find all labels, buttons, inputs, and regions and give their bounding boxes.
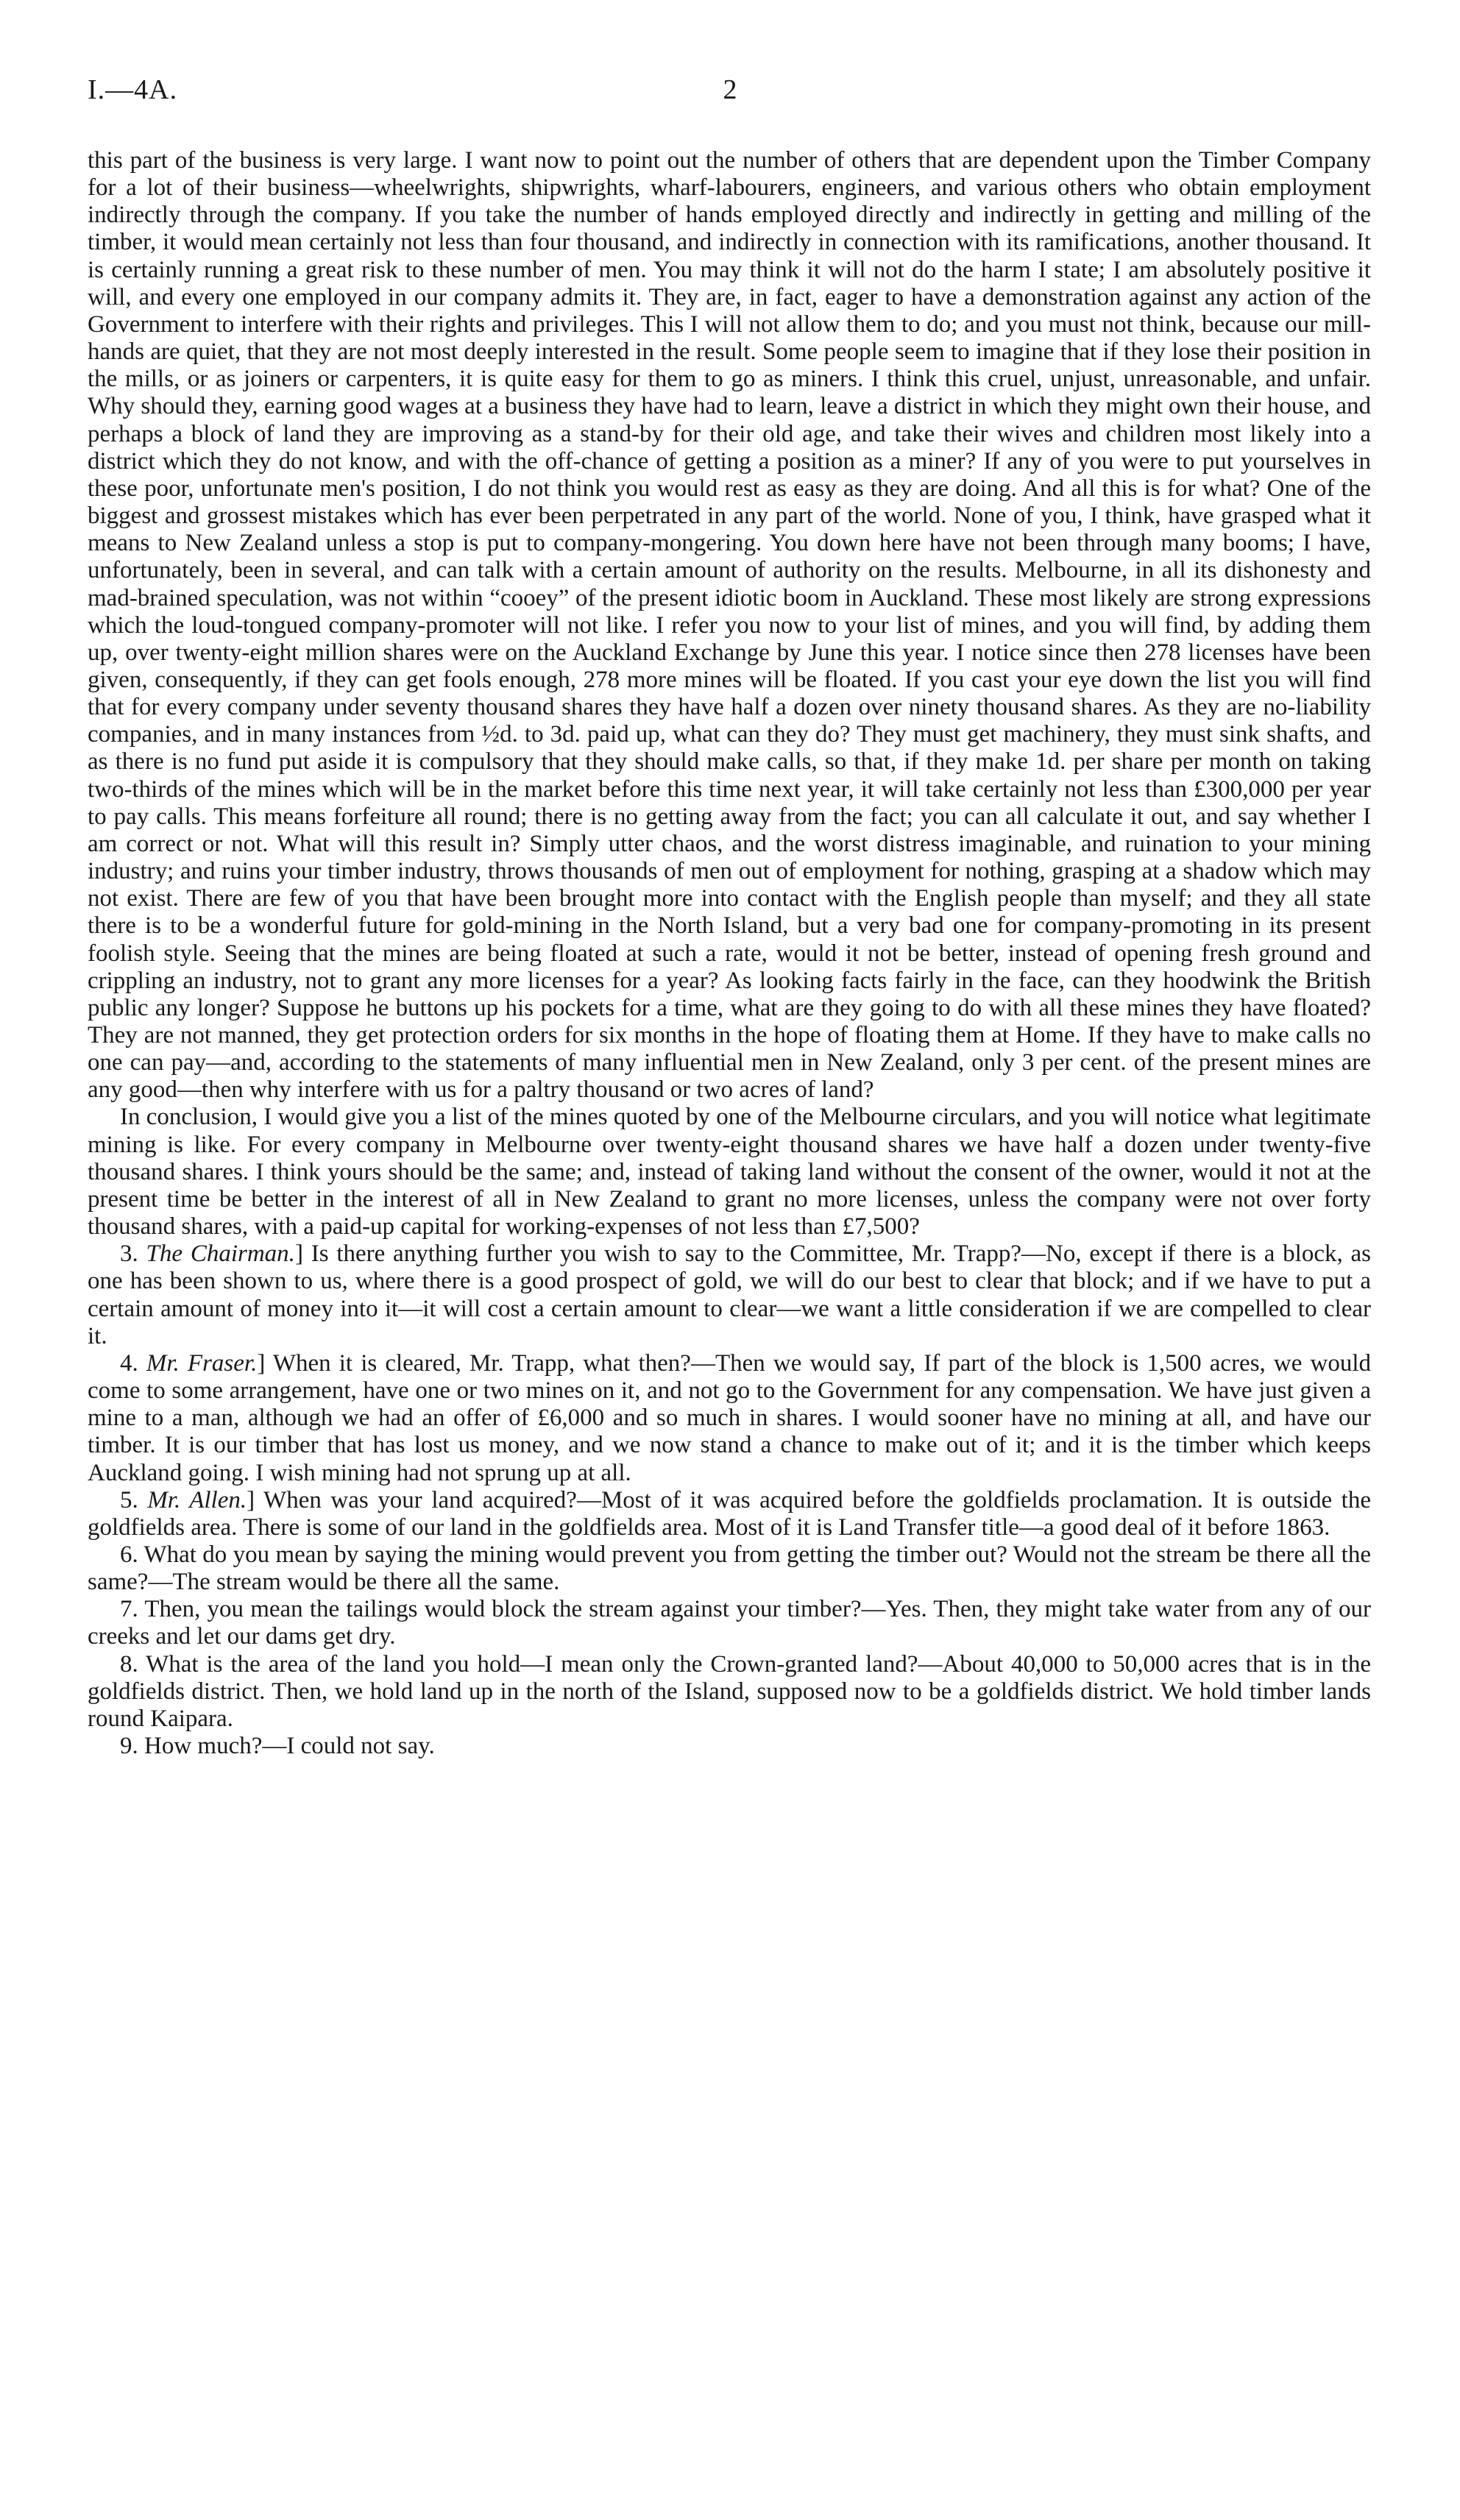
question-text: How much?—I could not say.: [144, 1733, 435, 1760]
question-text: ] When it is cleared, Mr. Trapp, what then?—Then we would say, If part of the block is 1,500 acres, we would come to some arrangement, have one or two mines on it, and not go to the Government for any compensation. We have just given a mine to a man, although we had an offer of £6,000 and so much in shares. I would sooner have no mining at all, and have our timber. It is our timber that has lost us money, and we now stand a chance to make out of it; and it is the timber which keeps Auckland going. I wish mining had not sprung up at all.: [88, 1349, 1372, 1486]
page-header: [88, 74, 1372, 118]
body-text: [88, 147, 1371, 1760]
speaker-name: Mr. Allen.: [147, 1486, 247, 1513]
question-number: 7.: [120, 1596, 138, 1623]
question-text: What is the area of the land you hold—I mean only the Crown-granted land?—About 40,000 to 50,000 acres that is in the goldfields district. Then, we hold land up in the north of the Island, supposed now to be a goldfields district. We hold timber lands round Kaipara.: [88, 1650, 1371, 1732]
speaker-name: The Chairman.: [146, 1241, 295, 1268]
question-text: ] Is there anything further you wish to say to the Committee, Mr. Trapp?—No, except if there is a block, as one has been shown to us, where there is a good prospect of gold, we will do our best to clear that block; and if we have to put a certain amount of money into it—it will cost a certain amount to clear—we want a little consideration if we are compelled to clear it.: [88, 1241, 1371, 1349]
speaker-name: Mr. Fraser.: [146, 1349, 258, 1377]
question-text: Then, you mean the tailings would block the stream against your timber?—Yes. Then, they might take water from any of our creeks and let our dams get dry.: [88, 1596, 1372, 1650]
question-9: [88, 1733, 1371, 1760]
paragraph-conclusion: [88, 1104, 1371, 1241]
question-number: 8.: [120, 1650, 138, 1678]
paragraph-text: In conclusion, I would give you a list of the mines quoted by one of the Melbourne circulars, and you will notice what legitimate mining is like. For every company in Melbourne over twenty-eight thousand shares we have half a dozen under twenty-five thousand shares. I think yours should be the same; and, instead of taking land without the consent of the owner, would it not at the present time be better in the interest of all in New Zealand to grant no more licenses, unless the company were not over forty thousand shares, with a paid-up capital for working-expenses of not less than £7,500?: [88, 1104, 1372, 1241]
question-text: What do you mean by saying the mining would prevent you from getting the timber out? Would not the stream be there all the same?—The stream would be there all the same.: [88, 1541, 1371, 1596]
question-number: 6.: [120, 1541, 138, 1568]
question-8: [88, 1651, 1371, 1733]
question-text: ] When was your land acquired?—Most of it was acquired before the goldfields proclamation. It is outside the goldfields area. There is some of our land in the goldfields area. Most of it is Land Transfer title—a good deal of it before 1863.: [88, 1486, 1371, 1541]
question-number: 4.: [120, 1349, 138, 1377]
question-3: [88, 1241, 1371, 1350]
question-number: 5.: [120, 1486, 138, 1513]
paragraph-continuation: [88, 147, 1371, 1104]
question-4: [88, 1350, 1371, 1487]
question-number: 9.: [120, 1733, 138, 1760]
page-number: 2: [723, 74, 737, 105]
question-number: 3.: [120, 1241, 138, 1268]
question-5: [88, 1487, 1371, 1541]
document-reference: I.—4A.: [88, 74, 178, 105]
paragraph-text: this part of the business is very large. I want now to point out the number of others that are dependent upon the Timber Company for a lot of their business—wheelwrights, shipwrights, wharf-labourers, engineers, and various others who obtain employment indirectly through the company. If you take the number of hands employed directly and indirectly in getting and milling of the timber, it would mean certainly not less than four thousand, and indirectly in connection with its ramifications, another thousand. It is certainly running a great risk to these number of men. You may think it will not do the harm I state; I am absolutely positive it will, and every one employed in our company admits it. They are, in fact, eager to have a demonstration against any action of the Government to interfere with their rights and privileges. This I will not allow them to do; and you must not think, because our mill-hands are quiet, that they are not most deeply interested in the result. Some people seem to imagine that if they lose their position in the mills, or as joiners or carpenters, it is quite easy for them to go as miners. I think this cruel, unjust, unreasonable, and unfair. Why should they, earning good wages at a business they have had to learn, leave a district in which they might own their house, and perhaps a block of land they are improving as a stand-by for their old age, and take their wives and children most likely into a district which they do not know, and with the off-chance of getting a position as a miner? If any of you were to put yourselves in these poor, unfortunate men's position, I do not think you would rest as easy as they are doing. And all this is for what? One of the biggest and grossest mistakes which has ever been perpetrated in any part of the world. None of you, I think, have grasped what it means to New Zealand unless a stop is put to company-mongering. You down here have not been through many booms; I have, unfortunately, been in several, and can talk with a certain amount of authority on the results. Melbourne, in all its dishonesty and mad-brained speculation, was not within “cooey” of the present idiotic boom in Auckland. These most likely are strong expressions which the loud-tongued company-promoter will not like. I refer you now to your list of mines, and you will find, by adding them up, over twenty-eight million shares were on the Auckland Exchange by June this year. I notice since then 278 licenses have been given, consequently, if they can get fools enough, 278 more mines will be floated. If you cast your eye down the list you will find that for every company under seventy thousand shares they have half a dozen over ninety thousand shares. As they are no-liability companies, and in many instances from ½d. to 3d. paid up, what can they do? They must get machinery, they must sink shafts, and as there is no fund put aside it is compulsory that they should make calls, so that, if they make 1d. per share per month on taking two-thirds of the mines which will be in the market before this time next year, it will take certainly not less than £300,000 per year to pay calls. This means forfeiture all round; there is no getting away from the fact; you can all calculate it out, and say whether I am correct or not. What will this result in? Simply utter chaos, and the worst distress imaginable, and ruination to your mining industry; and ruins your timber industry, throws thousands of men out of employment for nothing, grasping at a shadow which may not exist. There are few of you that have been brought more into contact with the English people than myself; and they all state there is to be a wonderful future for gold-mining in the North Island, but a very bad one for company-promoting in its present foolish style. Seeing that the mines are being floated at such a rate, would it not be better, instead of opening fresh ground and crippling an industry, not to grant any more licenses for a year? As looking facts fairly in the face, can they hoodwink the British public any longer? Suppose he buttons up his pockets for a time, what are they going to do with all these mines they have floated? They are not manned, they get protection orders for six months in the hope of floating them at Home. If they have to make calls no one can pay—and, according to the statements of many influential men in New Zealand, only 3 per cent. of the present mines are any good—then why interfere with us for a paltry thousand or two acres of land?: [88, 147, 1371, 1104]
question-7: [88, 1596, 1371, 1650]
question-6: [88, 1541, 1371, 1596]
